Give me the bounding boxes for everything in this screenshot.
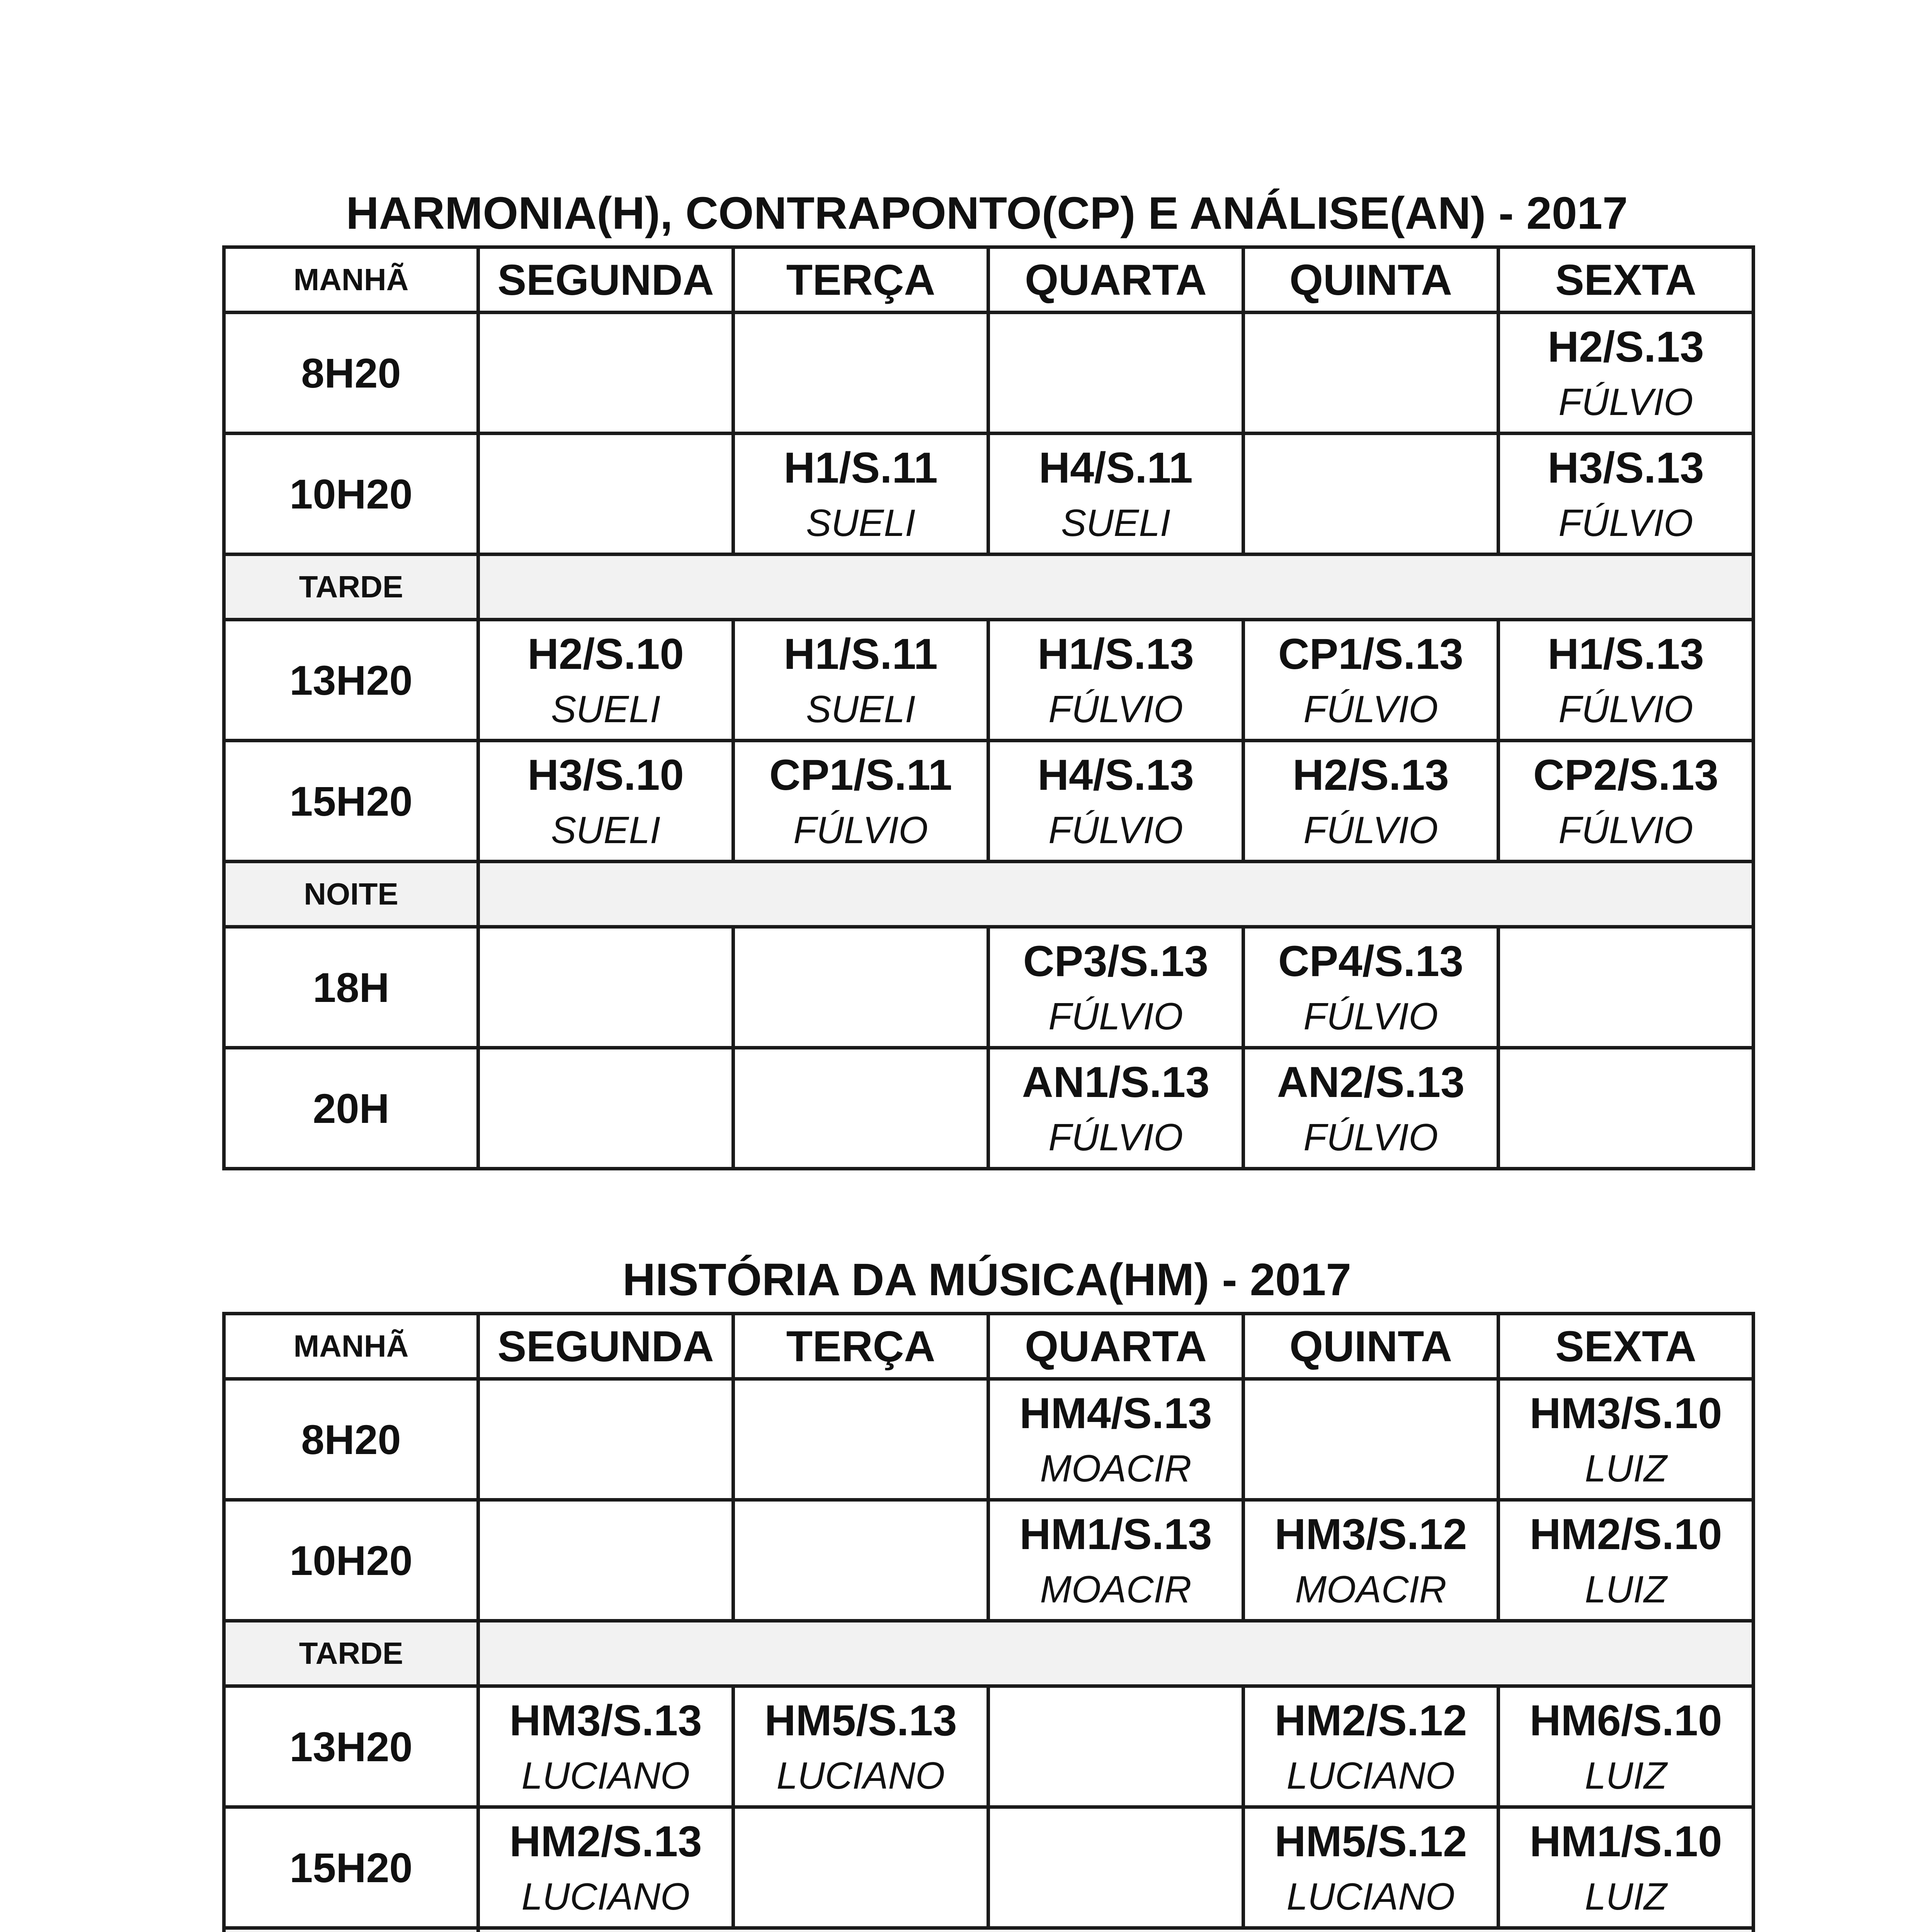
day-header — [988, 247, 1243, 313]
class-code: CP1/S.11 — [769, 750, 953, 799]
class-code: HM3/S.10 — [1529, 1389, 1722, 1437]
class-code: HM4/S.13 — [1019, 1389, 1212, 1437]
day-header — [1499, 247, 1754, 313]
class-cell — [988, 741, 1243, 862]
teacher-name: FÚLVIO — [1558, 808, 1693, 851]
class-cell — [988, 313, 1243, 434]
day-label: SEGUNDA — [497, 255, 714, 304]
class-cell — [1243, 1500, 1499, 1621]
period-filler — [478, 554, 1754, 620]
class-code: H2/S.10 — [527, 629, 684, 678]
teacher-name: FÚLVIO — [1558, 380, 1693, 423]
period-filler — [478, 1621, 1754, 1686]
period-cell — [224, 554, 478, 620]
day-header — [478, 247, 733, 313]
class-code: H3/S.10 — [527, 750, 684, 799]
class-cell — [988, 1500, 1243, 1621]
time-slot-row — [224, 1686, 1754, 1807]
class-code: H1/S.13 — [1548, 629, 1704, 678]
class-cell — [733, 313, 988, 434]
teacher-name: LUIZ — [1585, 1754, 1667, 1797]
class-cell — [733, 927, 988, 1048]
schedule-title: HARMONIA(H), CONTRAPONTO(CP) E ANÁLISE(AN) - 2017 — [346, 188, 1628, 239]
period-row — [224, 1928, 1754, 1932]
teacher-name: FÚLVIO — [1048, 995, 1183, 1037]
teacher-name: LUIZ — [1585, 1447, 1667, 1490]
class-cell — [1499, 434, 1754, 554]
class-cell — [1243, 1379, 1499, 1500]
class-cell — [733, 741, 988, 862]
class-code: CP1/S.13 — [1278, 629, 1464, 678]
teacher-name: FÚLVIO — [1048, 687, 1183, 730]
class-cell — [1499, 741, 1754, 862]
class-cell — [478, 1379, 733, 1500]
teacher-name: FÚLVIO — [1558, 687, 1693, 730]
period-cell — [224, 1621, 478, 1686]
class-cell — [733, 434, 988, 554]
time-label: 18H — [313, 964, 390, 1011]
class-code: AN1/S.13 — [1022, 1058, 1210, 1106]
day-header — [733, 1314, 988, 1379]
period-row — [224, 554, 1754, 620]
period-cell — [224, 1928, 478, 1932]
class-cell — [1499, 313, 1754, 434]
time-cell — [224, 1500, 478, 1621]
teacher-name: MOACIR — [1040, 1568, 1192, 1611]
class-cell — [988, 1048, 1243, 1169]
time-slot-row — [224, 741, 1754, 862]
harmony-schedule — [222, 182, 1752, 1170]
class-cell — [1499, 1379, 1754, 1500]
day-label: SEXTA — [1555, 255, 1697, 304]
teacher-name: LUIZ — [1585, 1568, 1667, 1611]
class-cell — [1243, 927, 1499, 1048]
teacher-name: SUELI — [806, 501, 916, 544]
class-cell — [478, 1686, 733, 1807]
class-cell — [1243, 620, 1499, 741]
class-code: H4/S.11 — [1039, 443, 1193, 492]
teacher-name: SUELI — [551, 687, 661, 730]
period-row — [224, 1621, 1754, 1686]
teacher-name: FÚLVIO — [1048, 1116, 1183, 1158]
time-label: 8H20 — [301, 1416, 401, 1463]
time-slot-row — [224, 620, 1754, 741]
class-cell — [988, 927, 1243, 1048]
class-cell — [988, 434, 1243, 554]
class-code: CP3/S.13 — [1023, 937, 1209, 985]
time-slot-row — [224, 313, 1754, 434]
period-label: TARDE — [299, 570, 403, 604]
time-cell — [224, 620, 478, 741]
day-header — [478, 1314, 733, 1379]
class-code: HM6/S.10 — [1529, 1696, 1722, 1745]
time-cell — [224, 1807, 478, 1928]
time-cell — [224, 1379, 478, 1500]
class-cell — [478, 741, 733, 862]
period-cell-morning — [224, 247, 478, 313]
period-filler — [478, 862, 1754, 927]
class-code: HM3/S.13 — [509, 1696, 702, 1745]
class-code: HM2/S.10 — [1529, 1510, 1722, 1558]
time-cell — [224, 741, 478, 862]
teacher-name: FÚLVIO — [1303, 1116, 1438, 1158]
class-cell — [1243, 434, 1499, 554]
class-code: AN2/S.13 — [1277, 1058, 1465, 1106]
time-slot-row — [224, 434, 1754, 554]
teacher-name: FÚLVIO — [1303, 687, 1438, 730]
music-history-schedule — [222, 1248, 1752, 1932]
time-label: 10H20 — [289, 470, 413, 517]
class-code: HM3/S.12 — [1274, 1510, 1467, 1558]
class-cell — [733, 620, 988, 741]
class-cell — [1499, 1500, 1754, 1621]
teacher-name: LUCIANO — [521, 1875, 690, 1918]
class-cell — [478, 927, 733, 1048]
time-slot-row — [224, 1048, 1754, 1169]
day-header — [1243, 1314, 1499, 1379]
day-label: SEGUNDA — [497, 1322, 714, 1371]
schedule-table — [222, 1312, 1755, 1932]
period-filler — [478, 1928, 1754, 1932]
teacher-name: FÚLVIO — [1048, 808, 1183, 851]
day-label: QUINTA — [1289, 255, 1452, 304]
class-code: HM5/S.12 — [1274, 1817, 1467, 1866]
class-code: H2/S.13 — [1548, 322, 1704, 371]
time-label: 10H20 — [289, 1537, 413, 1584]
day-header — [1499, 1314, 1754, 1379]
period-label: TARDE — [299, 1636, 403, 1670]
period-label: MANHÃ — [293, 1329, 409, 1363]
time-label: 20H — [313, 1085, 390, 1132]
class-code: HM2/S.12 — [1274, 1696, 1467, 1745]
time-label: 8H20 — [301, 349, 401, 396]
day-header — [1243, 247, 1499, 313]
time-label: 13H20 — [289, 656, 413, 704]
class-code: H2/S.13 — [1293, 750, 1449, 799]
time-cell — [224, 1686, 478, 1807]
class-code: HM1/S.10 — [1529, 1817, 1722, 1866]
class-cell — [1243, 741, 1499, 862]
class-code: HM2/S.13 — [509, 1817, 702, 1866]
class-code: H3/S.13 — [1548, 443, 1704, 492]
class-cell — [988, 1686, 1243, 1807]
teacher-name: FÚLVIO — [1303, 808, 1438, 851]
class-cell — [1499, 1807, 1754, 1928]
time-cell — [224, 927, 478, 1048]
class-cell — [478, 620, 733, 741]
day-label: TERÇA — [786, 255, 936, 304]
class-code: HM5/S.13 — [764, 1696, 957, 1745]
class-code: CP4/S.13 — [1278, 937, 1464, 985]
time-slot-row — [224, 1379, 1754, 1500]
class-cell — [1243, 1807, 1499, 1928]
day-label: QUARTA — [1025, 255, 1207, 304]
class-cell — [478, 434, 733, 554]
class-cell — [1243, 1686, 1499, 1807]
class-cell — [733, 1686, 988, 1807]
class-cell — [733, 1807, 988, 1928]
class-code: H4/S.13 — [1038, 750, 1194, 799]
teacher-name: LUCIANO — [1286, 1754, 1455, 1797]
class-cell — [1499, 927, 1754, 1048]
day-header — [988, 1314, 1243, 1379]
class-cell — [1243, 313, 1499, 434]
class-cell — [988, 1807, 1243, 1928]
schedule-table — [222, 245, 1755, 1170]
time-cell — [224, 1048, 478, 1169]
teacher-name: SUELI — [1061, 501, 1171, 544]
period-label: MANHÃ — [293, 262, 409, 297]
teacher-name: FÚLVIO — [1558, 501, 1693, 544]
time-slot-row — [224, 1807, 1754, 1928]
class-code: CP2/S.13 — [1533, 750, 1719, 799]
teacher-name: LUIZ — [1585, 1875, 1667, 1918]
header-row — [224, 247, 1754, 313]
class-cell — [988, 1379, 1243, 1500]
period-cell — [224, 862, 478, 927]
class-cell — [1243, 1048, 1499, 1169]
time-cell — [224, 434, 478, 554]
period-cell-morning — [224, 1314, 478, 1379]
class-cell — [733, 1379, 988, 1500]
class-cell — [1499, 1686, 1754, 1807]
period-row — [224, 862, 1754, 927]
teacher-name: FÚLVIO — [793, 808, 928, 851]
teacher-name: SUELI — [551, 808, 661, 851]
class-code: H1/S.11 — [784, 443, 938, 492]
class-code: H1/S.11 — [784, 629, 938, 678]
teacher-name: MOACIR — [1295, 1568, 1447, 1611]
time-slot-row — [224, 1500, 1754, 1621]
day-header — [733, 247, 988, 313]
class-cell — [1499, 620, 1754, 741]
class-cell — [1499, 1048, 1754, 1169]
teacher-name: SUELI — [806, 687, 916, 730]
class-cell — [478, 313, 733, 434]
header-row — [224, 1314, 1754, 1379]
schedule-title: HISTÓRIA DA MÚSICA(HM) - 2017 — [623, 1254, 1351, 1305]
teacher-name: MOACIR — [1040, 1447, 1192, 1490]
class-code: HM1/S.13 — [1019, 1510, 1212, 1558]
day-label: TERÇA — [786, 1322, 936, 1371]
class-cell — [733, 1500, 988, 1621]
teacher-name: LUCIANO — [1286, 1875, 1455, 1918]
teacher-name: FÚLVIO — [1303, 995, 1438, 1037]
day-label: QUARTA — [1025, 1322, 1207, 1371]
class-cell — [478, 1048, 733, 1169]
teacher-name: LUCIANO — [521, 1754, 690, 1797]
class-cell — [988, 620, 1243, 741]
time-label: 15H20 — [289, 1844, 413, 1891]
class-cell — [478, 1807, 733, 1928]
time-slot-row — [224, 927, 1754, 1048]
time-label: 15H20 — [289, 777, 413, 825]
class-cell — [478, 1500, 733, 1621]
class-code: H1/S.13 — [1038, 629, 1194, 678]
time-cell — [224, 313, 478, 434]
day-label: QUINTA — [1289, 1322, 1452, 1371]
day-label: SEXTA — [1555, 1322, 1697, 1371]
period-label: NOITE — [304, 877, 398, 911]
class-cell — [733, 1048, 988, 1169]
time-label: 13H20 — [289, 1723, 413, 1770]
teacher-name: LUCIANO — [776, 1754, 945, 1797]
